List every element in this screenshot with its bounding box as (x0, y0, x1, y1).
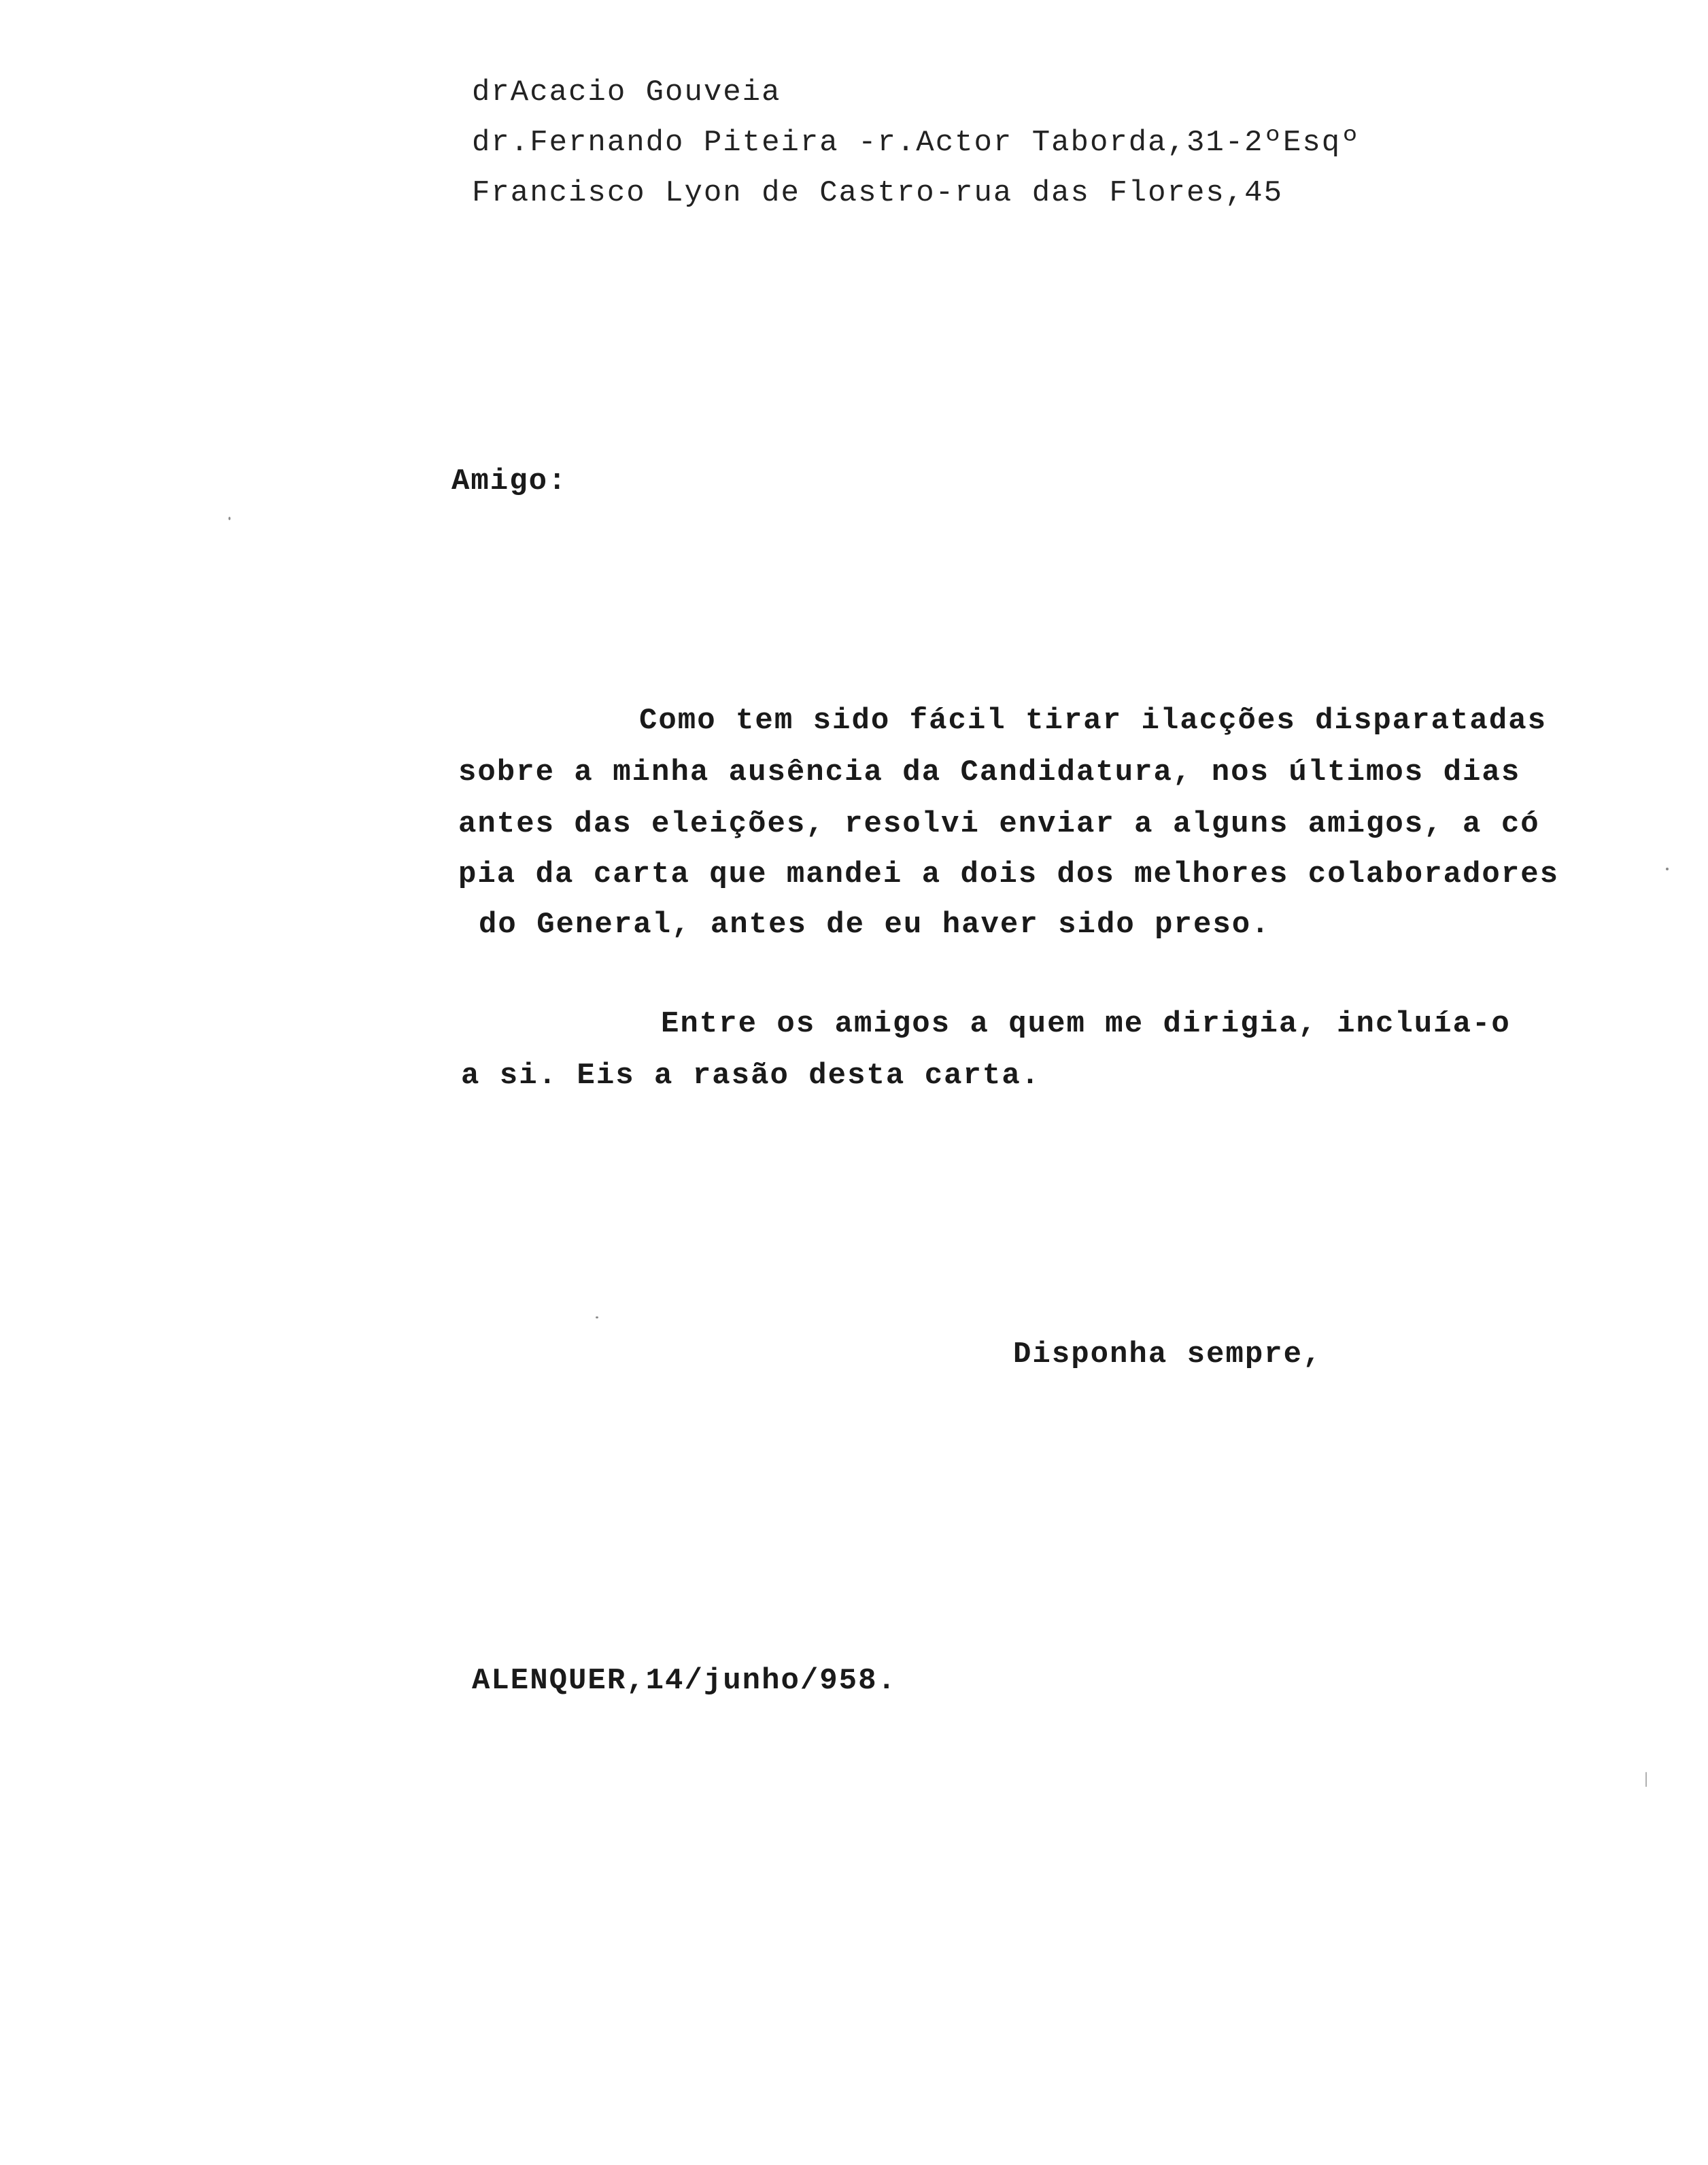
recipient-1: drAcacio Gouveia (472, 75, 781, 109)
paragraph-line: a si. Eis a rasão desta carta. (461, 1059, 1041, 1093)
closing: Disponha sempre, (1013, 1337, 1322, 1371)
scan-speck (228, 517, 230, 520)
paragraph-line: Como tem sido fácil tirar ilacções disparatadas (639, 704, 1548, 738)
scan-speck (596, 1316, 598, 1318)
scan-speck (1645, 1772, 1647, 1787)
paragraph-line: Entre os amigos a quem me dirigia, incluía-o (661, 1007, 1511, 1041)
scan-speck (1666, 868, 1669, 870)
place-date: ALENQUER,14/junho/958. (472, 1664, 897, 1698)
recipient-3: Francisco Lyon de Castro-rua das Flores,45 (472, 176, 1283, 210)
paragraph-line: antes das eleições, resolvi enviar a alguns amigos, a có (458, 807, 1540, 841)
paragraph-line: pia da carta que mandei a dois dos melhores colaboradores (458, 857, 1560, 891)
recipient-2: dr.Fernando Piteira -r.Actor Taborda,31-2ºEsqº (472, 126, 1361, 160)
paragraph-line: sobre a minha ausência da Candidatura, nos últimos dias (458, 755, 1521, 789)
salutation: Amigo: (451, 464, 568, 498)
paragraph-line: do General, antes de eu haver sido preso. (479, 908, 1271, 942)
